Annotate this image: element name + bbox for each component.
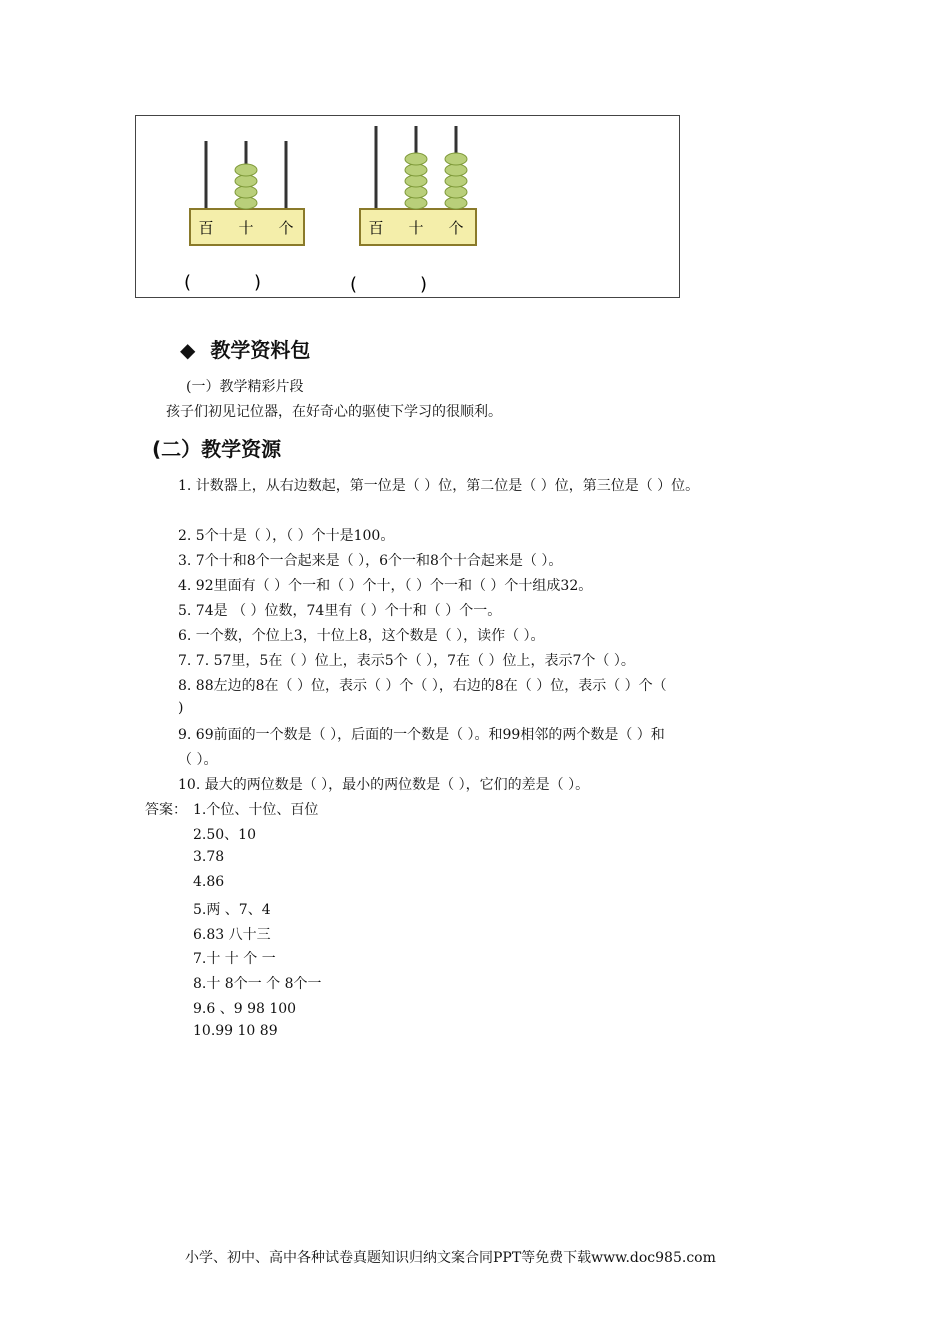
answer-7: 7.十 十 个 一 (193, 951, 276, 967)
answer-5: 5.两 、7、4 (193, 902, 271, 918)
abacus-bead (235, 175, 257, 187)
abacus-figure (135, 115, 680, 298)
abacus-illustration (136, 116, 681, 299)
question-1: 1. 计数器上，从右边数起，第一位是（ ）位，第二位是（ ）位，第三位是（ ）位。 (178, 478, 700, 494)
answer-blank-2: ( ) (350, 274, 427, 295)
diamond-bullet-icon: ◆ (180, 338, 196, 362)
answer-blank-1: ( ) (184, 272, 261, 293)
abacus-bead (445, 186, 467, 198)
label-hundreds: 百 (198, 219, 214, 237)
abacus-bead (405, 164, 427, 176)
abacus-bead (235, 197, 257, 209)
question-9: 9. 69前面的一个数是（ ），后面的一个数是（ ）。和99相邻的两个数是（ ）和 (178, 727, 665, 743)
label-tens: 十 (238, 219, 254, 237)
abacus-bead (445, 197, 467, 209)
abacus-bead (405, 186, 427, 198)
answer-10: 10.99 10 89 (193, 1023, 278, 1039)
abacus-bead (445, 175, 467, 187)
answers-label: 答案： (145, 802, 187, 818)
question-4: 4. 92里面有（ ）个一和（ ）个十，（ ）个一和（ ）个十组成32。 (178, 578, 593, 594)
abacus-bead (445, 164, 467, 176)
footer-text: 小学、初中、高中各种试卷真题知识归纳文案合同PPT等免费下载www.doc985.com (185, 1250, 716, 1266)
question-10: 10. 最大的两位数是（ ），最小的两位数是（ ），它们的差是（ ）。 (178, 777, 590, 793)
abacus-bead (405, 197, 427, 209)
answer-3: 3.78 (193, 849, 225, 865)
answer-6: 6.83 八十三 (193, 927, 271, 943)
answer-1: 1.个位、十位、百位 (193, 802, 319, 818)
label-hundreds: 百 (368, 219, 384, 237)
section1-title: 教学资料包 (210, 338, 311, 362)
section2-title: (二）教学资源 (152, 437, 282, 461)
question-8: 8. 88左边的8在（ ）位，表示（ ）个（ ），右边的8在（ ）位，表示（ ）个（ (178, 678, 667, 694)
abacus-bead (235, 164, 257, 176)
question-3: 3. 7个十和8个一合起来是（ ），6个一和8个十合起来是（ ）。 (178, 553, 563, 569)
label-ones: 个 (448, 219, 464, 237)
question-6: 6. 一个数，个位上3，十位上8，这个数是（ ），读作（ ）。 (178, 628, 545, 644)
question-9-continued: （ ）。 (178, 752, 218, 768)
question-2: 2. 5个十是（ ），（ ）个十是100。 (178, 528, 395, 544)
answer-9: 9.6 、9 98 100 (193, 1001, 297, 1017)
question-5: 5. 74是 （ ）位数，74里有（ ）个十和（ ）个一。 (178, 603, 502, 619)
abacus-bead (235, 186, 257, 198)
abacus-bead (405, 175, 427, 187)
abacus-bead (405, 153, 427, 165)
answer-4: 4.86 (193, 874, 225, 890)
answer-8: 8.十 8个一 个 8个一 (193, 976, 322, 992)
section1-paragraph: 孩子们初见记位器，在好奇心的驱使下学习的很顺利。 (166, 404, 502, 420)
section1-subtitle: (一）教学精彩片段 (186, 379, 304, 395)
abacus-bead (445, 153, 467, 165)
answer-2: 2.50、10 (193, 827, 256, 843)
label-tens: 十 (408, 219, 424, 237)
label-ones: 个 (278, 219, 294, 237)
question-7: 7. 7. 57里，5在（ ）位上，表示5个（ ），7在（ ）位上，表示7个（ ）。 (178, 653, 635, 669)
question-8-continued: ) (178, 700, 184, 716)
section1-heading (180, 334, 310, 363)
bead-layer (235, 153, 467, 209)
